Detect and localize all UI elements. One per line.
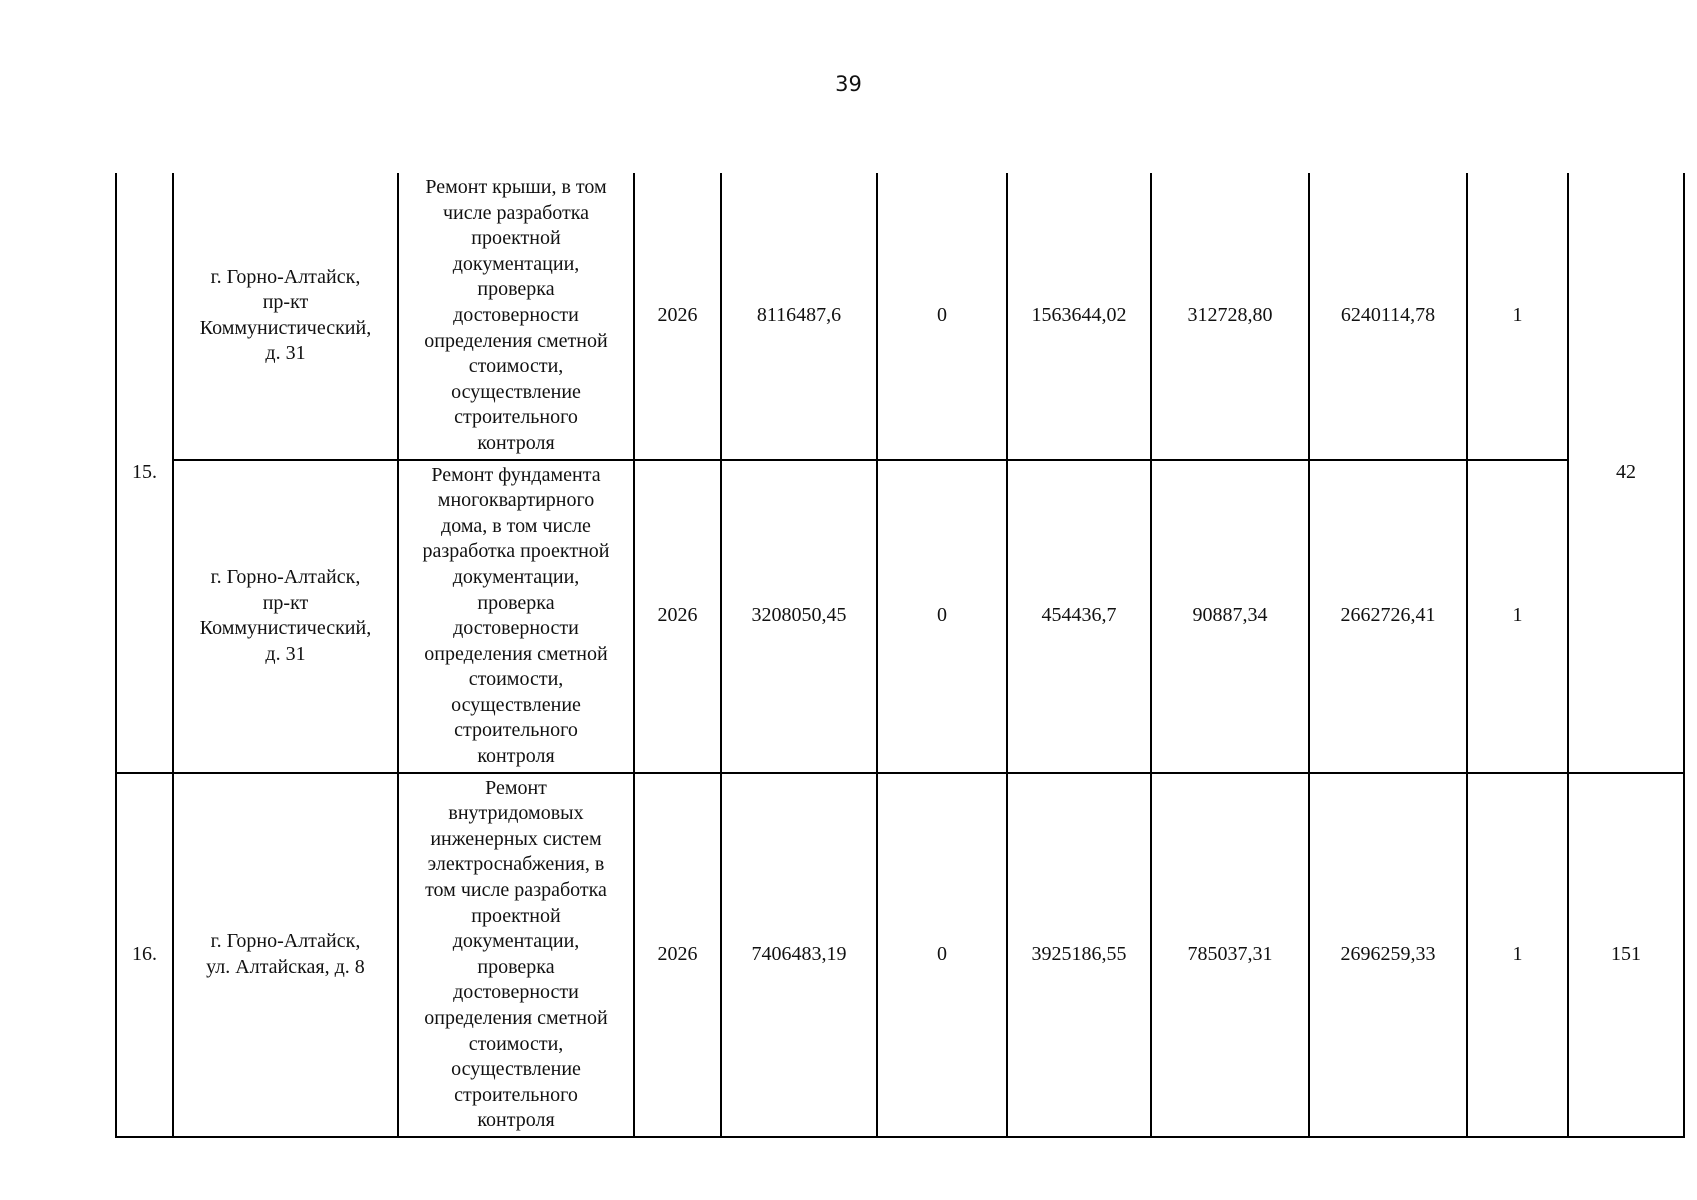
works-line: строительного (454, 1083, 578, 1106)
total-cost-cell: 3208050,45 (721, 460, 877, 773)
address-line: д. 31 (265, 642, 306, 665)
total-cost-cell: 8116487,6 (721, 173, 877, 460)
works-line: стоимости, (468, 1032, 564, 1055)
works-line: документации, (452, 930, 580, 953)
works-line: определения сметной (424, 642, 608, 665)
funding-cell: 0 (877, 460, 1007, 773)
works-line: электроснабжения, в (427, 853, 605, 876)
works-line: стоимости, (468, 668, 564, 691)
works-line: осуществление (451, 693, 581, 716)
total-cost-cell: 7406483,19 (721, 773, 877, 1137)
works-line: Ремонт крыши, в том (425, 176, 607, 198)
works-line: контроля (477, 431, 555, 454)
year-cell: 2026 (634, 773, 721, 1137)
row-number-cell: 16. (116, 773, 173, 1137)
count-cell: 1 (1467, 460, 1568, 773)
funding-cell: 1563644,02 (1007, 173, 1151, 460)
works-line: внутридомовых (448, 802, 584, 825)
funding-cell: 454436,7 (1007, 460, 1151, 773)
works-line: достоверности (453, 981, 579, 1004)
funding-cell: 785037,31 (1151, 773, 1309, 1137)
group-total-cell: 42 (1568, 173, 1684, 773)
funding-cell: 0 (877, 173, 1007, 460)
works-line: дома, в том числе (441, 514, 591, 537)
works-line: достоверности (453, 617, 579, 640)
funding-cell: 6240114,78 (1309, 173, 1467, 460)
works-line: проверка (477, 278, 555, 301)
year-cell: 2026 (634, 460, 721, 773)
works-line: инженерных систем (430, 827, 602, 850)
works-line: контроля (477, 745, 555, 768)
works-line: числе разработка (442, 201, 590, 224)
works-description-cell (398, 173, 634, 460)
row-number-cell: 15. (116, 173, 173, 773)
works-line: определения сметной (424, 329, 608, 352)
works-line: многоквартирного (437, 489, 595, 512)
address-line: г. Горно-Алтайск, (210, 565, 361, 588)
address-line: Коммунистический, (199, 316, 372, 339)
works-line: достоверности (453, 303, 579, 326)
works-line: документации, (452, 252, 580, 275)
page-number: 39 (835, 72, 862, 96)
table-row (116, 773, 1684, 1137)
works-line: проверка (477, 591, 555, 614)
address-line: г. Горно-Алтайск, (210, 930, 361, 953)
works-line: осуществление (451, 1058, 581, 1081)
works-line: Ремонт фундамента (431, 463, 601, 486)
group-total-cell: 151 (1568, 773, 1684, 1137)
funding-cell: 312728,80 (1151, 173, 1309, 460)
works-description-cell (398, 773, 634, 1137)
works-line: контроля (477, 1109, 555, 1132)
works-description-cell (398, 460, 634, 773)
funding-cell: 90887,34 (1151, 460, 1309, 773)
address-cell (173, 173, 398, 460)
address-line: пр-кт (262, 591, 309, 614)
funding-cell: 2662726,41 (1309, 460, 1467, 773)
capital-repair-table (115, 173, 1685, 1138)
table-row (116, 173, 1684, 460)
works-line: стоимости, (468, 355, 564, 378)
works-line: том числе разработка (425, 879, 607, 902)
address-cell (173, 773, 398, 1137)
address-line: г. Горно-Алтайск, (210, 265, 361, 288)
works-line: проектной (471, 227, 561, 250)
works-line: Ремонт (485, 776, 547, 799)
funding-cell: 3925186,55 (1007, 773, 1151, 1137)
works-line: проверка (477, 955, 555, 978)
table-row (116, 460, 1684, 773)
count-cell: 1 (1467, 773, 1568, 1137)
address-cell (173, 460, 398, 773)
works-line: определения сметной (424, 1007, 608, 1029)
works-line: строительного (454, 719, 578, 742)
works-line: разработка проектной (422, 540, 610, 563)
works-line: документации, (452, 565, 580, 588)
funding-cell: 2696259,33 (1309, 773, 1467, 1137)
works-line: осуществление (451, 380, 581, 403)
funding-cell: 0 (877, 773, 1007, 1137)
address-line: пр-кт (262, 291, 309, 314)
works-line: проектной (471, 904, 561, 927)
count-cell: 1 (1467, 173, 1568, 460)
address-line: д. 31 (265, 342, 306, 365)
address-line: ул. Алтайская, д. 8 (206, 955, 365, 978)
works-line: строительного (454, 406, 578, 429)
year-cell: 2026 (634, 173, 721, 460)
address-line: Коммунистический, (199, 617, 372, 640)
